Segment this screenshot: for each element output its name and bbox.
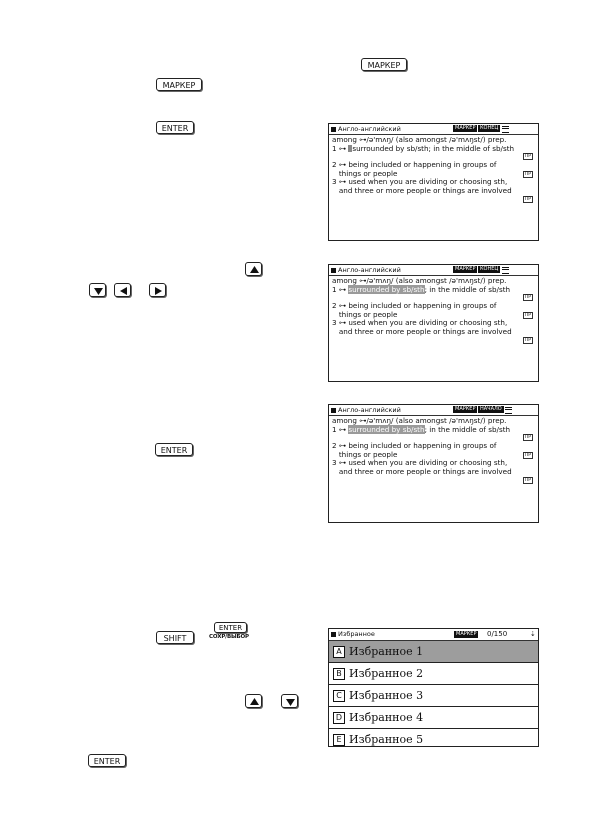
headword-line: among ⊶/ə'mʌŋ/ (also amongst /ə'mʌŋst/) prep. <box>332 276 507 285</box>
sense-2: 2 ⊶ being included or happening in groups of <box>332 160 497 170</box>
sense-1: 1 ⊶ surrounded by sb/sth; in the middle of sb/sth <box>332 284 511 294</box>
screen-header <box>329 405 538 416</box>
menu-icon <box>505 407 512 414</box>
pr-icon[interactable]: ПР <box>524 477 531 483</box>
screen-header <box>329 124 538 135</box>
entry-body: among ⊶/ə'mʌŋ/ (also amongst /ə'mʌŋst/) prep. 1 ⊶ surrounded by sb/sth; in the middle of sb/sth ПР 2 ⊶ being included or happening in groups of things or people ПР 3 ⊶ used when you are dividing or choosing sth, and three or more people or things are involved ПР <box>329 135 538 204</box>
marker-badge: МАРКЕР <box>455 266 476 272</box>
sense-2: 2 ⊶ being included or happening in groups of <box>332 301 497 311</box>
marker-key[interactable]: МАРКЕР <box>361 58 407 71</box>
favorites-item[interactable]: C Избранное 3 <box>329 685 538 707</box>
screen-header <box>329 629 538 641</box>
pr-icon[interactable]: ПР <box>524 452 531 458</box>
favorites-item[interactable]: E Избранное 5 <box>329 729 538 750</box>
marker-badge: МАРКЕР <box>455 125 476 131</box>
favorites-item[interactable]: A Избранное 1 <box>329 641 538 663</box>
up-arrow-icon[interactable] <box>245 694 262 708</box>
entry-body: among ⊶/ə'mʌŋ/ (also amongst /ə'mʌŋst/) prep. 1 ⊶ surrounded by sb/sth; in the middle of sb/sth ПР 2 ⊶ being included or happening in groups of things or people ПР 3 ⊶ used when you are dividing or choosing sth, and three or more people or things are involved ПР <box>329 276 538 345</box>
sense-3: 3 ⊶ used when you are dividing or choosing sth, <box>332 318 508 328</box>
pr-icon[interactable]: ПР <box>524 154 531 160</box>
enter-key[interactable]: ENTER <box>156 121 194 134</box>
screen-title: Англо-английский <box>338 406 401 414</box>
down-arrow-icon[interactable] <box>89 283 106 297</box>
enter-key-small[interactable]: ENTER <box>214 622 247 633</box>
end-badge: КОНЕЦ <box>480 125 499 131</box>
enter-key[interactable]: ENTER <box>155 443 193 456</box>
square-icon <box>331 268 336 273</box>
dictionary-screen-1 <box>328 123 539 241</box>
sense-3: 3 ⊶ used when you are dividing or choosing sth, <box>332 458 508 468</box>
dictionary-screen-3 <box>328 404 539 523</box>
sense-1: 1 ⊶ surrounded by sb/sth; in the middle of sb/sth <box>332 424 511 434</box>
start-badge: НАЧАЛО <box>480 406 502 412</box>
pr-icon[interactable]: ПР <box>524 196 531 202</box>
shift-key[interactable]: SHIFT <box>156 631 194 644</box>
favorites-counter: 0/150 <box>487 630 508 638</box>
favorites-screen <box>328 628 539 747</box>
marked-text: surrounded by sb/sth <box>348 424 425 434</box>
entry-body: among ⊶/ə'mʌŋ/ (also amongst /ə'mʌŋst/) prep. 1 ⊶ surrounded by sb/sth; in the middle of sb/sth ПР 2 ⊶ being included or happening in groups of things or people ПР 3 ⊶ used when you are dividing or choosing sth, and three or more people or things are involved ПР <box>329 416 538 485</box>
square-icon <box>331 127 336 132</box>
marked-text: surrounded by sb/sth <box>348 284 425 294</box>
up-arrow-icon[interactable] <box>245 262 262 276</box>
favorites-list <box>329 641 538 750</box>
scroll-down-icon: ⇣ <box>530 630 536 638</box>
left-arrow-icon[interactable] <box>114 283 131 297</box>
screen-title: Англо-английский <box>338 125 401 133</box>
pr-icon[interactable]: ПР <box>524 435 531 441</box>
pr-icon[interactable]: ПР <box>524 312 531 318</box>
pr-icon[interactable]: ПР <box>524 337 531 343</box>
menu-icon <box>502 126 509 133</box>
right-arrow-icon[interactable] <box>149 283 166 297</box>
sense-3: 3 ⊶ used when you are dividing or choosing sth, <box>332 177 508 187</box>
sense-1: 1 ⊶ surrounded by sb/sth; in the middle of sb/sth <box>332 143 515 153</box>
favorites-item[interactable]: D Избранное 4 <box>329 707 538 729</box>
marker-badge: МАРКЕР <box>456 631 477 637</box>
end-badge: КОНЕЦ <box>480 266 499 272</box>
screen-title: Избранное <box>338 630 375 638</box>
enter-key[interactable]: ENTER <box>88 754 126 767</box>
square-icon <box>331 632 336 637</box>
square-icon <box>331 408 336 413</box>
screen-header <box>329 265 538 276</box>
pr-icon[interactable]: ПР <box>524 171 531 177</box>
down-arrow-icon[interactable] <box>281 694 298 708</box>
sense-2: 2 ⊶ being included or happening in groups of <box>332 441 497 451</box>
marker-badge: МАРКЕР <box>455 406 476 412</box>
headword-line: among ⊶/ə'mʌŋ/ (also amongst /ə'mʌŋst/) prep. <box>332 135 507 144</box>
screen-title: Англо-английский <box>338 266 401 274</box>
pr-icon[interactable]: ПР <box>524 295 531 301</box>
save-select-label: СОХР/ВЫБОР <box>209 634 249 640</box>
marker-key[interactable]: МАРКЕР <box>156 78 202 91</box>
menu-icon <box>502 267 509 274</box>
dictionary-screen-2 <box>328 264 539 382</box>
favorites-item[interactable]: B Избранное 2 <box>329 663 538 685</box>
headword-line: among ⊶/ə'mʌŋ/ (also amongst /ə'mʌŋst/) prep. <box>332 416 507 425</box>
